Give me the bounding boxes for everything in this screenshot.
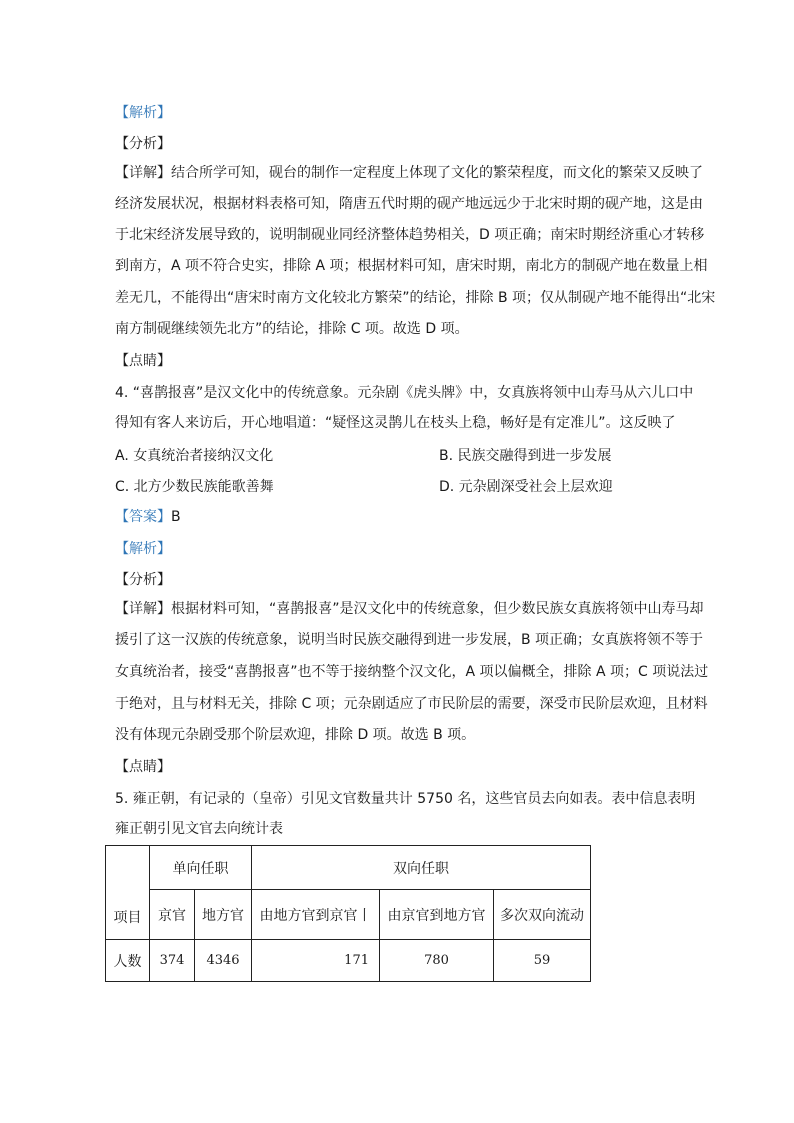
q4-option-d: D. 元杂剧深受社会上层欢迎 — [439, 479, 613, 495]
jiexi-heading-1: 【解析】 — [115, 105, 171, 121]
dianjing-heading-2: 【点睛】 — [115, 759, 171, 775]
table-col-header: 京官 — [150, 890, 195, 940]
xiangjie-para-2-line-3: 女真统治者，接受“喜鹊报喜”也不等于接纳整个汉文化，A 项以偏概全，排除 A 项；C 项说法过 — [115, 664, 709, 680]
question-4-line-1: 4. “喜鹊报喜”是汉文化中的传统意象。元杂剧《虎头牌》中，女真族将领中山寿马从六儿口中 — [115, 385, 694, 401]
fenxi-heading-1: 【分析】 — [115, 136, 171, 152]
question-4-line-2: 得知有客人来访后，开心地唱道：“疑怪这灵鹊儿在枝头上稳，畅好是有定准儿”。这反映了 — [115, 415, 676, 431]
jiexi-heading-2: 【解析】 — [115, 541, 171, 557]
xiangjie-para-1-line-2: 经济发展状况，根据材料表格可知，隋唐五代时期的砚产地远远少于北宋时期的砚产地，这是由 — [115, 196, 703, 212]
table-group-single: 单向任职 — [150, 846, 252, 890]
dianjing-heading-1: 【点睛】 — [115, 353, 171, 369]
xiangjie-para-1-line-3: 于北宋经济发展导致的，说明制砚业同经济整体趋势相关，D 项正确；南宋时期经济重心才转移 — [115, 227, 705, 243]
xiangjie-text-1-1: 结合所学可知，砚台的制作一定程度上体现了文化的繁荣程度，而文化的繁荣又反映了 — [171, 165, 703, 181]
xiangjie-para-2-line-1 — [115, 599, 705, 619]
table-col-header: 多次双向流动 — [494, 890, 591, 940]
fenxi-heading-2: 【分析】 — [115, 572, 171, 588]
table-cell: 59 — [494, 940, 591, 982]
answer-line — [115, 507, 705, 527]
table-row-label: 人数 — [106, 940, 150, 982]
q4-option-c: C. 北方少数民族能歌善舞 — [115, 479, 274, 495]
officials-statistics-table — [105, 845, 591, 982]
table-cell: 4346 — [195, 940, 252, 982]
xiangjie-tag-2: 【详解】 — [115, 601, 171, 617]
question-5-line-1: 5. 雍正朝，有记录的（皇帝）引见文官数量共计 5750 名，这些官员去向如表。表中信息表明 — [115, 791, 696, 807]
table-cell: 171 — [252, 940, 380, 982]
table-cell: 780 — [380, 940, 494, 982]
table-item-header: 项目 — [106, 846, 150, 940]
table-group-double: 双向任职 — [252, 846, 591, 890]
table-cell: 374 — [150, 940, 195, 982]
answer-value: B — [171, 509, 181, 525]
table-header-row-1 — [106, 846, 591, 890]
xiangjie-para-1-line-6: 南方制砚继续领先北方”的结论，排除 C 项。故选 D 项。 — [115, 321, 469, 337]
xiangjie-para-1-line-1 — [115, 163, 705, 183]
table-header-row-2 — [106, 890, 591, 940]
table-col-header: 地方官 — [195, 890, 252, 940]
xiangjie-text-2-1: 根据材料可知，“喜鹊报喜”是汉文化中的传统意象，但少数民族女真族将领中山寿马却 — [171, 601, 704, 617]
xiangjie-tag-1: 【详解】 — [115, 165, 171, 181]
table-caption: 雍正朝引见文官去向统计表 — [115, 821, 283, 837]
xiangjie-para-2-line-5: 没有体现元杂剧受那个阶层欢迎，排除 D 项。故选 B 项。 — [115, 727, 476, 743]
answer-tag: 【答案】 — [115, 509, 171, 525]
xiangjie-para-1-line-4: 到南方，A 项不符合史实，排除 A 项；根据材料可知，唐宋时期，南北方的制砚产地在数量上相 — [115, 258, 708, 274]
xiangjie-para-2-line-4: 于绝对，且与材料无关，排除 C 项；元杂剧适应了市民阶层的需要，深受市民阶层欢迎，且材料 — [115, 696, 708, 712]
q4-option-a: A. 女真统治者接纳汉文化 — [115, 448, 274, 464]
xiangjie-para-1-line-5: 差无几，不能得出“唐宋时南方文化较北方繁荣”的结论，排除 B 项；仅从制砚产地不能得出“北宋 — [115, 290, 716, 306]
table-col-header: 由地方官到京官丨 — [252, 890, 380, 940]
q4-option-b: B. 民族交融得到进一步发展 — [439, 448, 612, 464]
xiangjie-para-2-line-2: 援引了这一汉族的传统意象，说明当时民族交融得到进一步发展，B 项正确；女真族将领不等于 — [115, 632, 704, 648]
table-data-row — [106, 940, 591, 982]
table-col-header: 由京官到地方官 — [380, 890, 494, 940]
